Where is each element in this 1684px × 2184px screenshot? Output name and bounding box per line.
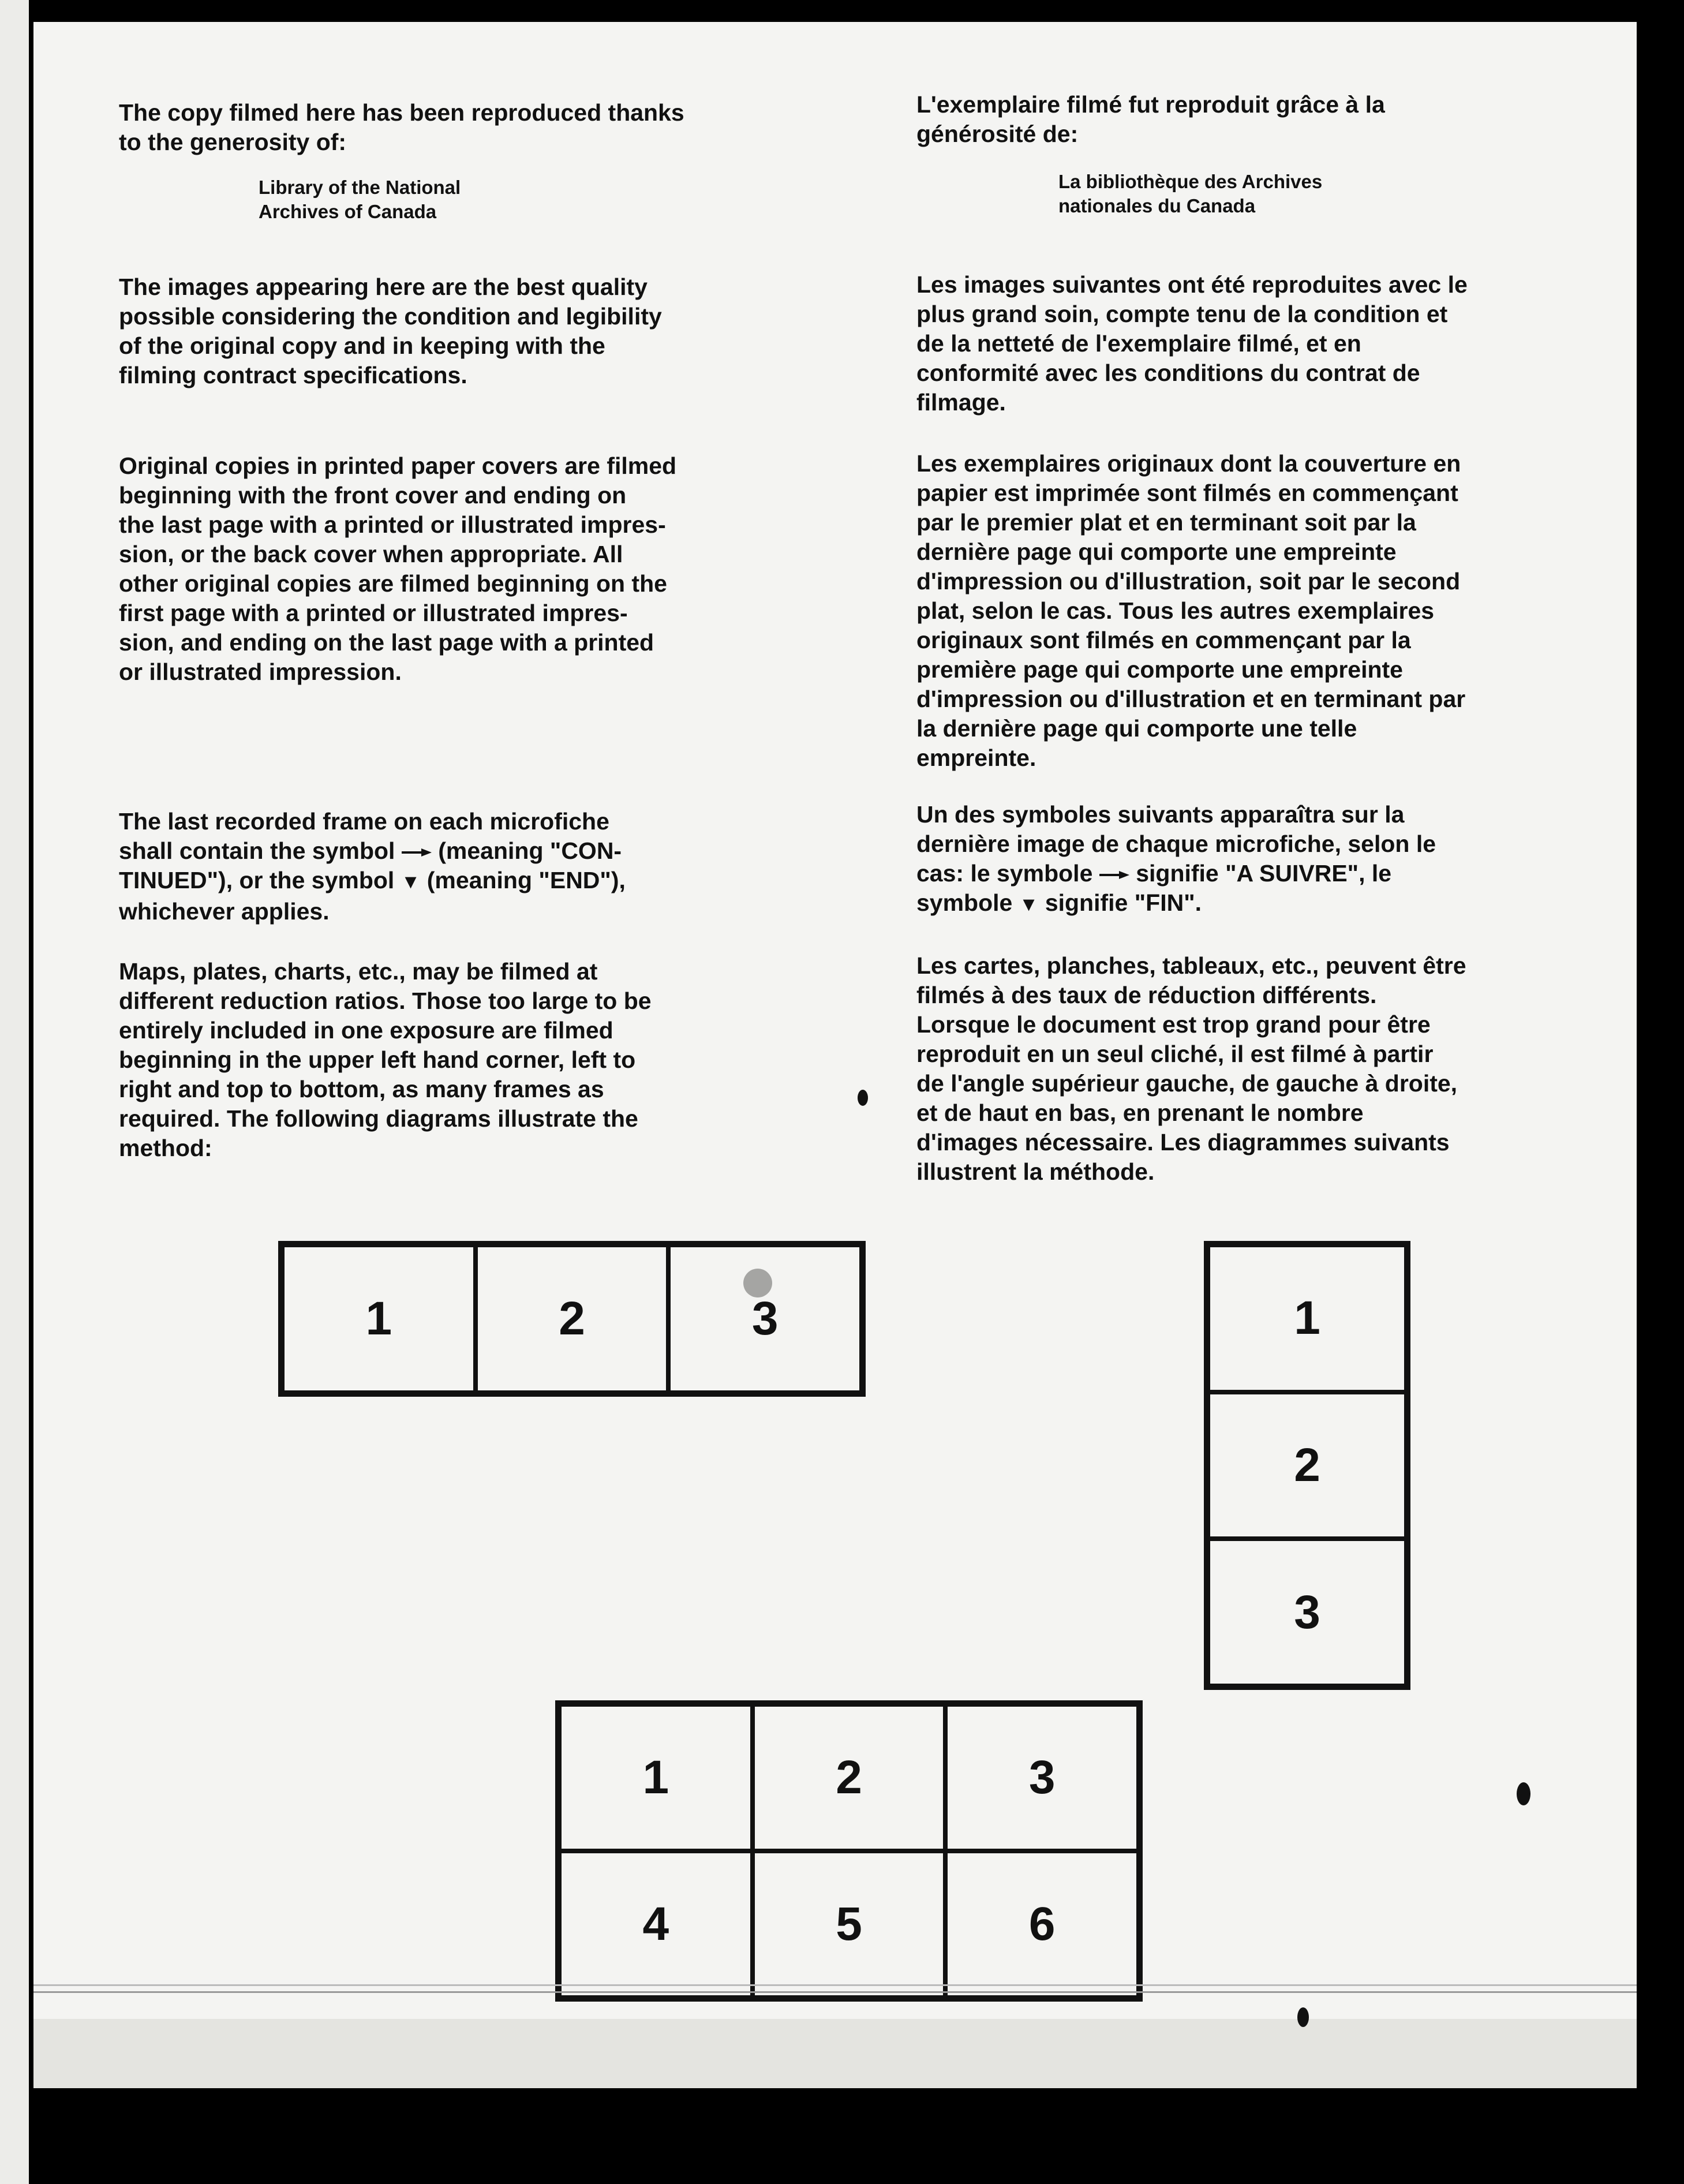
film-speck [1517,1782,1530,1805]
diagram-frame: 6 [945,1851,1139,1998]
diagram-frame: 5 [753,1851,946,1998]
diagram-frame: 4 [559,1851,753,1998]
continued-arrow-icon [1099,871,1129,879]
left-quality-paragraph: The images appearing here are the best quality possible considering the condition and legibility of the original copy and in keeping with the filming contract specifications. [119,274,662,388]
microfiche-page [33,22,1637,2088]
left-intro: The copy filmed here has been reproduced thanks to the generosity of: [119,99,684,155]
film-speck [1297,2007,1309,2027]
diagram-frame: 1 [282,1245,476,1393]
scan-line [33,1984,1637,1986]
diagram-frame: 2 [753,1704,946,1851]
diagram-block [555,1700,1143,2002]
diagram-column [1204,1241,1410,1690]
right-quality-paragraph: Les images suivantes ont été reproduites avec le plus grand soin, compte tenu de la condition et de la netteté de l'exemplaire filmé, et en conformité avec les conditions du contrat de filmage. [916,271,1468,416]
end-triangle-icon: ▼ [401,871,421,893]
right-order-paragraph: Les exemplaires originaux dont la couverture en papier est imprimée sont filmés en commençant par le premier plat et en terminant soit par la dernière page qui comporte une empreinte d'impression ou d'illustration, soit par le second plat, selon le cas. Tous les autres exemplaires originaux sont filmés en commençant par la première page qui comporte une empreinte d'impression ou d'illustration et en terminant par la dernière page qui comporte une telle empreinte. [916,450,1466,771]
right-symbol-paragraph: Un des symboles suivants apparaîtra sur la dernière image de chaque microfiche, selon le cas: le symbole signifie "A SUIVRE", le symbole ▼ signifie "FIN". [916,801,1436,916]
diagram-row [278,1241,866,1397]
continued-arrow-icon [402,848,432,857]
left-order-paragraph: Original copies in printed paper covers are filmed beginning with the front cover and ending on the last page with a printed or illustrated impres- sion, or the back cover when appropriate. All other original copies are filmed beginning on the first page with a printed or illustrated impres- sion, and ending on the last page with a printed or illustrated impression. [119,452,677,685]
diagram-frame: 1 [559,1704,753,1851]
film-left-edge [0,0,33,2184]
diagram-frame: 2 [476,1245,669,1393]
diagram-frame: 3 [1208,1539,1406,1686]
end-triangle-icon: ▼ [1019,893,1039,915]
diagram-frame: 1 [1208,1245,1406,1392]
film-bottom-band [33,2019,1637,2088]
diagram-frame: 3 [945,1704,1139,1851]
film-speck [858,1090,868,1106]
scan-line [33,1991,1637,1993]
right-credit: La bibliothèque des Archives nationales du Canada [1058,171,1323,216]
left-symbol-paragraph: The last recorded frame on each microfiche shall contain the symbol (meaning "CON- TINUED"), or the symbol ▼ (meaning "END"), whichever applies. [119,808,626,925]
right-maps-paragraph: Les cartes, planches, tableaux, etc., peuvent être filmés à des taux de réduction différents. Lorsque le document est trop grand pour être reproduit en un seul cliché, il est filmé à partir de l'angle supérieur gauche, de gauche à droite, et de haut en bas, en prenant le nombre d'images nécessaire. Les diagrammes suivants illustrent la méthode. [916,952,1466,1185]
film-smudge [743,1269,772,1297]
diagram-frame: 2 [1208,1392,1406,1539]
left-credit: Library of the National Archives of Canada [259,177,461,222]
diagram-frame: 3 [668,1245,862,1393]
right-intro: L'exemplaire filmé fut reproduit grâce à la générosité de: [916,91,1385,147]
left-maps-paragraph: Maps, plates, charts, etc., may be filmed at different reduction ratios. Those too large to be entirely included in one exposure are filmed beginning in the upper left hand corner, left to right and top to bottom, as many frames as required. The following diagrams illustrate the method: [119,958,652,1161]
